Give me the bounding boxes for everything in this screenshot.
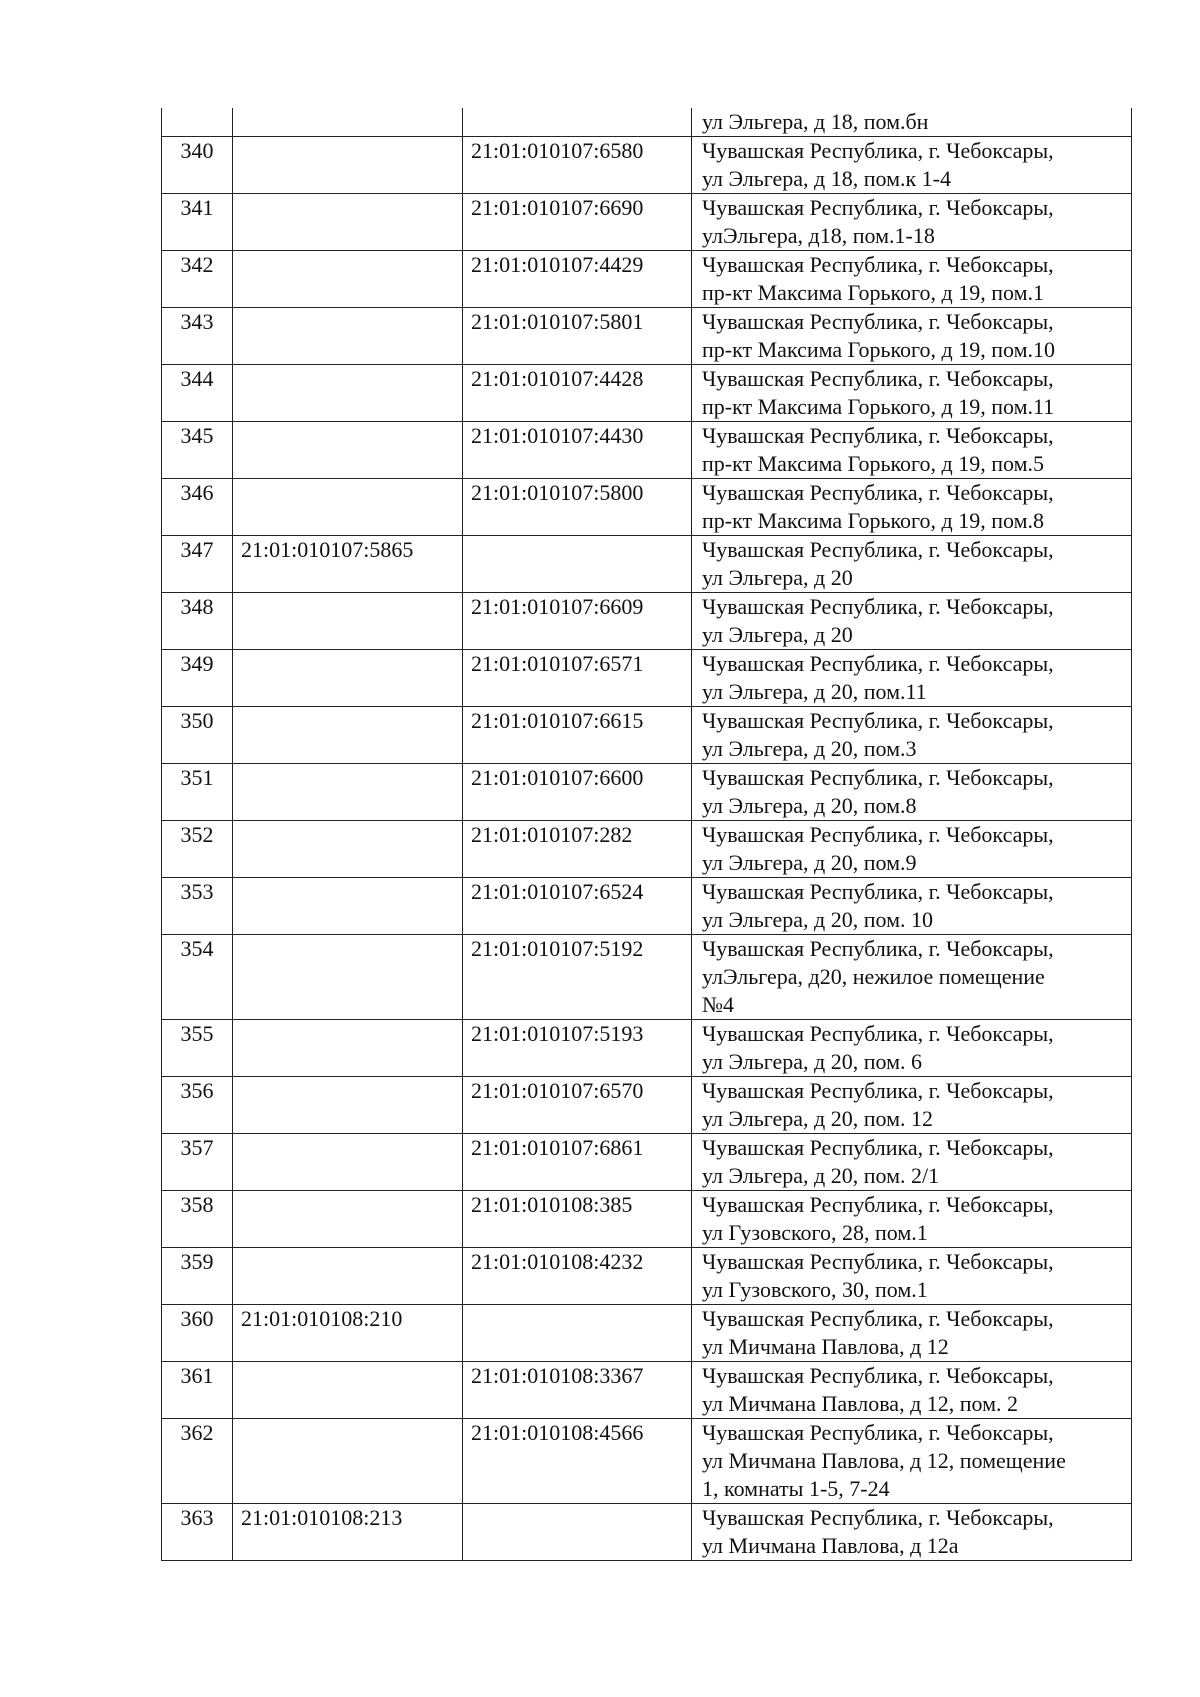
table-row: [162, 707, 1132, 764]
table-row: [162, 536, 1132, 593]
property-register-table: [161, 108, 1132, 1561]
address-line: улЭльгера, д18, пом.1-18: [702, 223, 935, 248]
address-line: пр-кт Максима Горького, д 19, пом.5: [702, 451, 1044, 476]
table-row: [162, 479, 1132, 536]
address-cell: [692, 650, 1132, 707]
premise-cadastral-cell: 21:01:010108:4232: [463, 1248, 692, 1305]
address-cell: [692, 707, 1132, 764]
address-line: Чувашская Республика, г. Чебоксары,: [702, 879, 1054, 904]
table-row: [162, 1020, 1132, 1077]
address-cell: [692, 1248, 1132, 1305]
address-cell: [692, 137, 1132, 194]
building-cadastral-cell: [233, 1020, 463, 1077]
address-cell: [692, 1077, 1132, 1134]
row-number-cell: 340: [162, 137, 233, 194]
building-cadastral-cell: [233, 935, 463, 1020]
building-cadastral-cell: [233, 108, 463, 137]
premise-cadastral-cell: 21:01:010107:6600: [463, 764, 692, 821]
row-number-cell: 345: [162, 422, 233, 479]
address-line: Чувашская Республика, г. Чебоксары,: [702, 537, 1054, 562]
address-line: ул Эльгера, д 20, пом. 10: [702, 907, 933, 932]
table-row: [162, 1419, 1132, 1504]
premise-cadastral-cell: 21:01:010107:6861: [463, 1134, 692, 1191]
table-row: [162, 1248, 1132, 1305]
address-line: Чувашская Республика, г. Чебоксары,: [702, 195, 1054, 220]
row-number-cell: 342: [162, 251, 233, 308]
row-number-cell: 363: [162, 1504, 233, 1561]
address-cell: [692, 593, 1132, 650]
building-cadastral-cell: [233, 308, 463, 365]
building-cadastral-cell: [233, 707, 463, 764]
address-line: ул Эльгера, д 20: [702, 622, 853, 647]
row-number-cell: 347: [162, 536, 233, 593]
address-line: Чувашская Республика, г. Чебоксары,: [702, 1420, 1054, 1445]
building-cadastral-cell: [233, 422, 463, 479]
row-number-cell: 357: [162, 1134, 233, 1191]
address-line: ул Мичмана Павлова, д 12а: [702, 1533, 959, 1558]
table-row: [162, 878, 1132, 935]
address-line: ул Эльгера, д 20, пом. 2/1: [702, 1163, 940, 1188]
premise-cadastral-cell: 21:01:010107:5801: [463, 308, 692, 365]
row-number-cell: 341: [162, 194, 233, 251]
address-line: 1, комнаты 1-5, 7-24: [702, 1476, 890, 1501]
address-line: ул Мичмана Павлова, д 12, пом. 2: [702, 1391, 1019, 1416]
address-line: ул Гузовского, 28, пом.1: [702, 1220, 928, 1245]
table-row: [162, 251, 1132, 308]
address-line: ул Мичмана Павлова, д 12: [702, 1334, 949, 1359]
address-line: Чувашская Республика, г. Чебоксары,: [702, 366, 1054, 391]
building-cadastral-cell: [233, 1134, 463, 1191]
address-cell: [692, 1305, 1132, 1362]
address-line: Чувашская Республика, г. Чебоксары,: [702, 594, 1054, 619]
building-cadastral-cell: [233, 593, 463, 650]
address-cell: [692, 1020, 1132, 1077]
table-row: [162, 821, 1132, 878]
address-cell: [692, 108, 1132, 137]
address-cell: [692, 1191, 1132, 1248]
row-number-cell: 355: [162, 1020, 233, 1077]
row-number-cell: 343: [162, 308, 233, 365]
address-line: ул Мичмана Павлова, д 12, помещение: [702, 1448, 1066, 1473]
premise-cadastral-cell: 21:01:010107:6570: [463, 1077, 692, 1134]
address-cell: [692, 194, 1132, 251]
address-cell: [692, 308, 1132, 365]
building-cadastral-cell: [233, 878, 463, 935]
row-number-cell: 349: [162, 650, 233, 707]
address-line: Чувашская Республика, г. Чебоксары,: [702, 138, 1054, 163]
address-line: Чувашская Республика, г. Чебоксары,: [702, 1078, 1054, 1103]
row-number-cell: 351: [162, 764, 233, 821]
address-line: Чувашская Республика, г. Чебоксары,: [702, 1363, 1054, 1388]
row-number-cell: 359: [162, 1248, 233, 1305]
premise-cadastral-cell: [463, 536, 692, 593]
table-row: [162, 1362, 1132, 1419]
address-line: Чувашская Республика, г. Чебоксары,: [702, 1505, 1054, 1530]
address-line: Чувашская Республика, г. Чебоксары,: [702, 1249, 1054, 1274]
address-cell: [692, 1362, 1132, 1419]
table-row: [162, 764, 1132, 821]
address-line: Чувашская Республика, г. Чебоксары,: [702, 1306, 1054, 1331]
row-number-cell: 346: [162, 479, 233, 536]
address-line: Чувашская Республика, г. Чебоксары,: [702, 765, 1054, 790]
address-line: Чувашская Республика, г. Чебоксары,: [702, 252, 1054, 277]
row-number-cell: 361: [162, 1362, 233, 1419]
address-cell: [692, 422, 1132, 479]
table-row: [162, 308, 1132, 365]
register-table-body: [162, 108, 1132, 1561]
premise-cadastral-cell: 21:01:010108:3367: [463, 1362, 692, 1419]
address-line: Чувашская Республика, г. Чебоксары,: [702, 936, 1054, 961]
address-line: ул Эльгера, д 20, пом.8: [702, 793, 917, 818]
address-line: пр-кт Максима Горького, д 19, пом.11: [702, 394, 1055, 419]
address-line: пр-кт Максима Горького, д 19, пом.10: [702, 337, 1055, 362]
building-cadastral-cell: [233, 479, 463, 536]
building-cadastral-cell: 21:01:010108:213: [233, 1504, 463, 1561]
table-row: [162, 194, 1132, 251]
building-cadastral-cell: [233, 137, 463, 194]
premise-cadastral-cell: 21:01:010107:6690: [463, 194, 692, 251]
premise-cadastral-cell: 21:01:010107:5193: [463, 1020, 692, 1077]
address-line: ул Эльгера, д 20, пом. 6: [702, 1049, 922, 1074]
address-line: ул Эльгера, д 20, пом.3: [702, 736, 917, 761]
premise-cadastral-cell: 21:01:010107:6524: [463, 878, 692, 935]
address-line: пр-кт Максима Горького, д 19, пом.8: [702, 508, 1044, 533]
building-cadastral-cell: [233, 1419, 463, 1504]
table-row: [162, 137, 1132, 194]
building-cadastral-cell: [233, 764, 463, 821]
address-cell: [692, 1504, 1132, 1561]
address-line: Чувашская Республика, г. Чебоксары,: [702, 309, 1054, 334]
building-cadastral-cell: [233, 1248, 463, 1305]
address-line: ул Эльгера, д 20: [702, 565, 853, 590]
table-row: [162, 1134, 1132, 1191]
premise-cadastral-cell: 21:01:010108:4566: [463, 1419, 692, 1504]
premise-cadastral-cell: 21:01:010107:4430: [463, 422, 692, 479]
row-number-cell: 358: [162, 1191, 233, 1248]
row-number-cell: 353: [162, 878, 233, 935]
address-cell: [692, 1419, 1132, 1504]
address-line: ул Эльгера, д 20, пом.9: [702, 850, 917, 875]
building-cadastral-cell: [233, 1077, 463, 1134]
address-cell: [692, 935, 1132, 1020]
premise-cadastral-cell: 21:01:010108:385: [463, 1191, 692, 1248]
premise-cadastral-cell: [463, 1504, 692, 1561]
premise-cadastral-cell: 21:01:010107:6580: [463, 137, 692, 194]
table-row: [162, 1504, 1132, 1561]
premise-cadastral-cell: 21:01:010107:6609: [463, 593, 692, 650]
address-line: ул Эльгера, д 18, пом.к 1-4: [702, 166, 952, 191]
row-number-cell: 360: [162, 1305, 233, 1362]
table-row: [162, 1191, 1132, 1248]
address-line: улЭльгера, д20, нежилое помещение: [702, 964, 1045, 989]
table-row: [162, 365, 1132, 422]
building-cadastral-cell: [233, 1362, 463, 1419]
premise-cadastral-cell: 21:01:010107:6615: [463, 707, 692, 764]
address-cell: [692, 251, 1132, 308]
premise-cadastral-cell: 21:01:010107:4429: [463, 251, 692, 308]
premise-cadastral-cell: 21:01:010107:4428: [463, 365, 692, 422]
building-cadastral-cell: 21:01:010108:210: [233, 1305, 463, 1362]
row-number-cell: 352: [162, 821, 233, 878]
address-line: №4: [702, 992, 734, 1017]
table-row: [162, 1305, 1132, 1362]
building-cadastral-cell: [233, 1191, 463, 1248]
premise-cadastral-cell: [463, 108, 692, 137]
address-line: Чувашская Республика, г. Чебоксары,: [702, 1135, 1054, 1160]
row-number-cell: 356: [162, 1077, 233, 1134]
table-row-continuation: [162, 108, 1132, 137]
table-row: [162, 935, 1132, 1020]
address-line: Чувашская Республика, г. Чебоксары,: [702, 423, 1054, 448]
building-cadastral-cell: [233, 194, 463, 251]
row-number-cell: 354: [162, 935, 233, 1020]
address-cell: [692, 365, 1132, 422]
building-cadastral-cell: [233, 251, 463, 308]
premise-cadastral-cell: 21:01:010107:5192: [463, 935, 692, 1020]
table-row: [162, 593, 1132, 650]
address-line: ул Гузовского, 30, пом.1: [702, 1277, 928, 1302]
table-row: [162, 650, 1132, 707]
address-line: Чувашская Республика, г. Чебоксары,: [702, 651, 1054, 676]
address-line: Чувашская Республика, г. Чебоксары,: [702, 708, 1054, 733]
premise-cadastral-cell: 21:01:010107:5800: [463, 479, 692, 536]
premise-cadastral-cell: 21:01:010107:6571: [463, 650, 692, 707]
premise-cadastral-cell: [463, 1305, 692, 1362]
address-line: Чувашская Республика, г. Чебоксары,: [702, 480, 1054, 505]
address-cell: [692, 1134, 1132, 1191]
address-cell: [692, 479, 1132, 536]
address-line: ул Эльгера, д 20, пом. 12: [702, 1106, 933, 1131]
address-cell: [692, 821, 1132, 878]
address-line: Чувашская Республика, г. Чебоксары,: [702, 1192, 1054, 1217]
building-cadastral-cell: [233, 365, 463, 422]
address-line: ул Эльгера, д 20, пом.11: [702, 679, 927, 704]
row-number-cell: [162, 108, 233, 137]
table-row: [162, 422, 1132, 479]
building-cadastral-cell: [233, 650, 463, 707]
row-number-cell: 362: [162, 1419, 233, 1504]
row-number-cell: 344: [162, 365, 233, 422]
premise-cadastral-cell: 21:01:010107:282: [463, 821, 692, 878]
table-row: [162, 1077, 1132, 1134]
address-cell: [692, 878, 1132, 935]
address-line: Чувашская Республика, г. Чебоксары,: [702, 822, 1054, 847]
address-line: пр-кт Максима Горького, д 19, пом.1: [702, 280, 1044, 305]
address-line: Чувашская Республика, г. Чебоксары,: [702, 1021, 1054, 1046]
row-number-cell: 348: [162, 593, 233, 650]
row-number-cell: 350: [162, 707, 233, 764]
building-cadastral-cell: 21:01:010107:5865: [233, 536, 463, 593]
address-line: ул Эльгера, д 18, пом.бн: [702, 109, 929, 134]
building-cadastral-cell: [233, 821, 463, 878]
address-cell: [692, 764, 1132, 821]
address-cell: [692, 536, 1132, 593]
